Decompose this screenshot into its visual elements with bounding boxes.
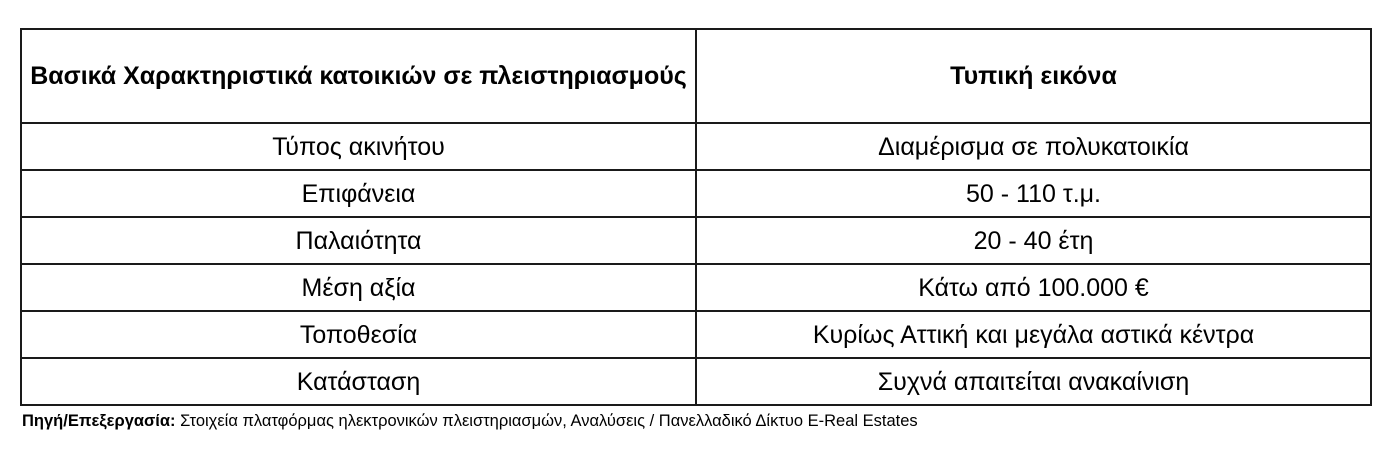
source-text: Στοιχεία πλατφόρμας ηλεκτρονικών πλειστηριασμών, Αναλύσεις / Πανελλαδικό Δίκτυο E-Real Estates: [180, 412, 918, 430]
row-feature-location: Τοποθεσία: [21, 311, 696, 358]
row-feature-area: Επιφάνεια: [21, 170, 696, 217]
row-feature-property-type: Τύπος ακινήτου: [21, 123, 696, 170]
row-feature-average-value: Μέση αξία: [21, 264, 696, 311]
row-value-area: 50 - 110 τ.μ.: [696, 170, 1371, 217]
table-row: [21, 358, 1371, 405]
property-characteristics-table: [20, 28, 1372, 406]
row-value-condition: Συχνά απαιτείται ανακαίνιση: [696, 358, 1371, 405]
row-value-age: 20 - 40 έτη: [696, 217, 1371, 264]
table-header: [21, 29, 1371, 123]
column-header-feature: Βασικά Χαρακτηριστικά κατοικιών σε πλειστηριασμούς: [21, 29, 696, 123]
column-header-typical-image: Τυπική εικόνα: [696, 29, 1371, 123]
row-value-property-type: Διαμέρισμα σε πολυκατοικία: [696, 123, 1371, 170]
row-value-location: Κυρίως Αττική και μεγάλα αστικά κέντρα: [696, 311, 1371, 358]
table-row: [21, 123, 1371, 170]
source-label: Πηγή/Επεξεργασία:: [22, 412, 176, 430]
table-row: [21, 217, 1371, 264]
table-body: [21, 123, 1371, 405]
source-note: [20, 411, 1370, 432]
row-feature-age: Παλαιότητα: [21, 217, 696, 264]
table-row: [21, 311, 1371, 358]
row-value-average-value: Κάτω από 100.000 €: [696, 264, 1371, 311]
table-row: [21, 170, 1371, 217]
table-row: [21, 264, 1371, 311]
row-feature-condition: Κατάσταση: [21, 358, 696, 405]
table-header-row: [21, 29, 1371, 123]
